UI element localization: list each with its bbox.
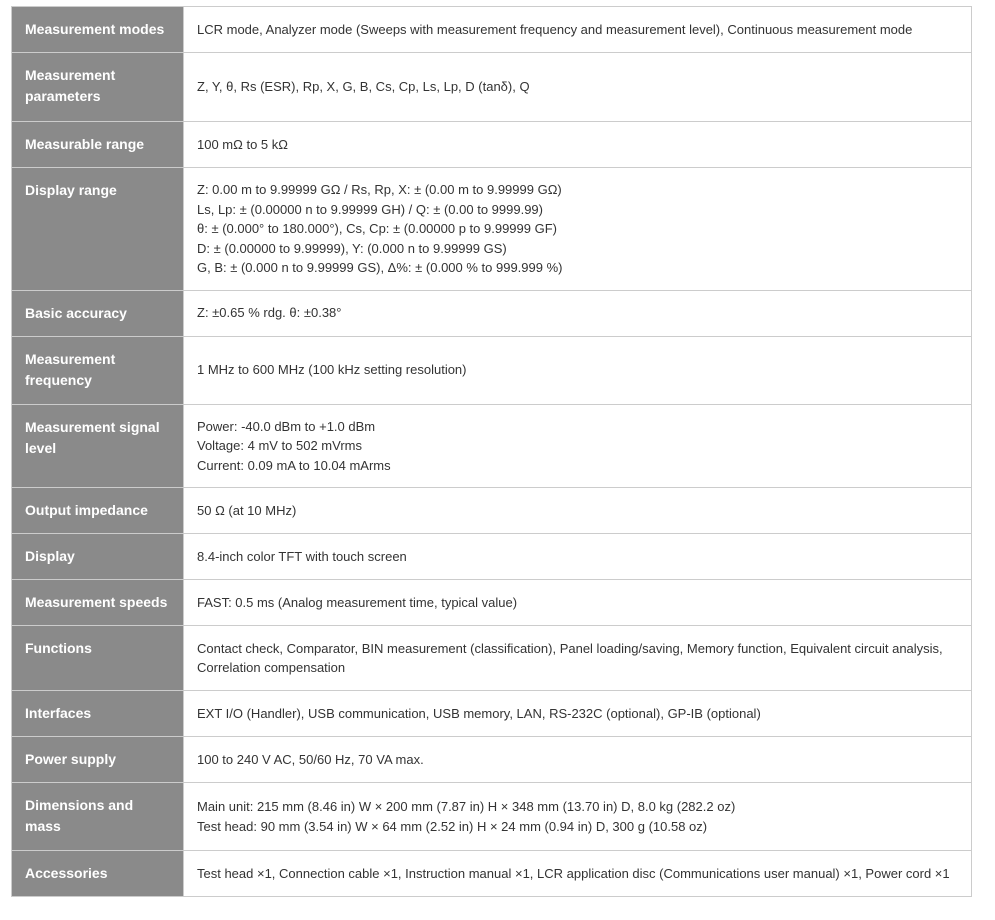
spec-value — [184, 122, 972, 168]
spec-label: Power supply — [12, 737, 184, 783]
spec-value-line: θ: ± (0.000° to 180.000°), Cs, Cp: ± (0.00000 p to 9.99999 GF) — [197, 221, 557, 236]
spec-value — [184, 534, 972, 580]
spec-label: Measurable range — [12, 122, 184, 168]
spec-value — [184, 336, 972, 404]
spec-value — [184, 851, 972, 897]
spec-label: Dimensions and mass — [12, 783, 184, 851]
spec-label: Measurement signal level — [12, 404, 184, 488]
spec-row-power-supply — [12, 737, 972, 783]
spec-value — [184, 488, 972, 534]
spec-label: Display range — [12, 168, 184, 291]
spec-label: Display — [12, 534, 184, 580]
spec-label: Measurement speeds — [12, 580, 184, 626]
spec-value-line: Voltage: 4 mV to 502 mVrms — [197, 438, 362, 453]
spec-row-basic-accuracy — [12, 290, 972, 336]
spec-label: Measurement frequency — [12, 336, 184, 404]
spec-value — [184, 580, 972, 626]
spec-row-measurement-signal-level — [12, 404, 972, 488]
spec-value-line: Current: 0.09 mA to 10.04 mArms — [197, 457, 391, 473]
spec-value — [184, 404, 972, 488]
spec-value — [184, 168, 972, 291]
spec-value-line: 8.4-inch color TFT with touch screen — [197, 548, 407, 564]
spec-label: Accessories — [12, 851, 184, 897]
spec-value-line: 100 mΩ to 5 kΩ — [197, 136, 288, 152]
spec-value-line: Z: 0.00 m to 9.99999 GΩ / Rs, Rp, X: ± (0.00 m to 9.99999 GΩ) — [197, 182, 562, 197]
spec-value-line: Z: ±0.65 % rdg. θ: ±0.38° — [197, 305, 342, 321]
spec-row-dimensions-and-mass — [12, 783, 972, 851]
spec-row-output-impedance — [12, 488, 972, 534]
spec-value-line: G, B: ± (0.000 n to 9.99999 GS), Δ%: ± (0.000 % to 999.999 %) — [197, 260, 563, 275]
spec-row-accessories — [12, 851, 972, 897]
spec-row-measurement-parameters — [12, 53, 972, 122]
spec-value — [184, 7, 972, 53]
spec-label: Output impedance — [12, 488, 184, 534]
spec-value — [184, 626, 972, 691]
spec-value-line: 50 Ω (at 10 MHz) — [197, 502, 297, 518]
spec-row-measurement-modes — [12, 7, 972, 53]
spec-row-measurement-speeds — [12, 580, 972, 626]
spec-row-measurable-range — [12, 122, 972, 168]
spec-value-line: Power: -40.0 dBm to +1.0 dBm — [197, 418, 376, 434]
spec-value-line: 1 MHz to 600 MHz (100 kHz setting resolution) — [197, 362, 467, 378]
spec-label: Functions — [12, 626, 184, 691]
spec-label: Measurement modes — [12, 7, 184, 53]
spec-label: Interfaces — [12, 691, 184, 737]
spec-value-line: Main unit: 215 mm (8.46 in) W × 200 mm (7.87 in) H × 348 mm (13.70 in) D, 8.0 kg (282.2 oz) — [197, 799, 736, 814]
spec-value — [184, 737, 972, 783]
spec-value-line: FAST: 0.5 ms (Analog measurement time, typical value) — [197, 594, 518, 610]
spec-row-functions — [12, 626, 972, 691]
spec-table — [11, 6, 972, 897]
spec-label: Basic accuracy — [12, 290, 184, 336]
spec-row-interfaces — [12, 691, 972, 737]
spec-value — [184, 290, 972, 336]
spec-value-line: Test head: 90 mm (3.54 in) W × 64 mm (2.52 in) H × 24 mm (0.94 in) D, 300 g (10.58 oz) — [197, 818, 708, 834]
spec-value — [184, 691, 972, 737]
spec-value — [184, 53, 972, 122]
spec-value-line: Contact check, Comparator, BIN measurement (classification), Panel loading/saving, Memory function, Equivalent circuit analysis, Correlation compensation — [197, 640, 943, 675]
spec-value-line: Z, Y, θ, Rs (ESR), Rp, X, G, B, Cs, Cp, Ls, Lp, D (tanδ), Q — [197, 79, 530, 95]
spec-value-line: Ls, Lp: ± (0.00000 n to 9.99999 GH) / Q: ± (0.00 to 9999.99) — [197, 201, 543, 217]
spec-value-line: EXT I/O (Handler), USB communication, USB memory, LAN, RS-232C (optional), GP-IB (optional) — [197, 705, 761, 721]
spec-value-line: LCR mode, Analyzer mode (Sweeps with measurement frequency and measurement level), Continuous measurement mode — [197, 21, 913, 37]
spec-value — [184, 783, 972, 851]
spec-row-display — [12, 534, 972, 580]
spec-value-line: 100 to 240 V AC, 50/60 Hz, 70 VA max. — [197, 751, 424, 767]
spec-value-line: Test head ×1, Connection cable ×1, Instruction manual ×1, LCR application disc (Communications user manual) ×1, Power cord ×1 — [197, 865, 950, 881]
spec-row-display-range — [12, 168, 972, 291]
spec-label: Measurement parameters — [12, 53, 184, 122]
spec-row-measurement-frequency — [12, 336, 972, 404]
spec-value-line: D: ± (0.00000 to 9.99999), Y: (0.000 n to 9.99999 GS) — [197, 240, 507, 256]
